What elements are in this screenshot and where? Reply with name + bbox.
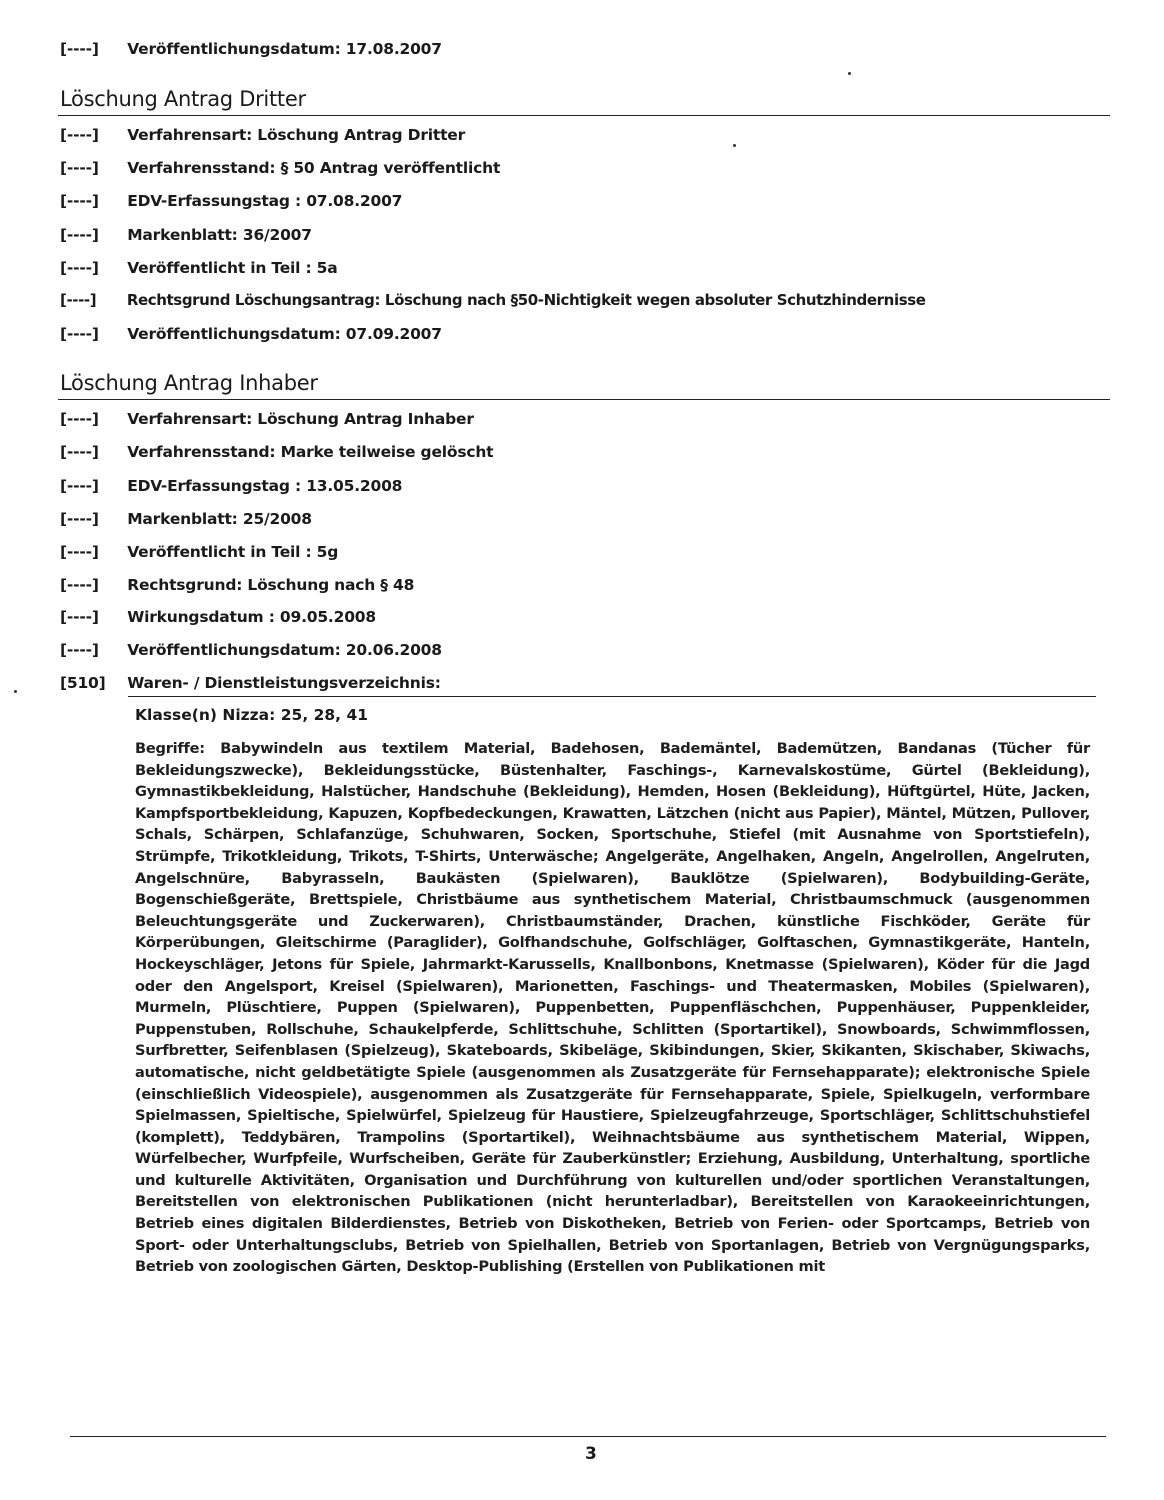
row-code: [----]: [60, 477, 99, 495]
detail-row: [60, 543, 338, 561]
nizza-classes: [135, 706, 368, 724]
detail-row: [60, 159, 500, 177]
detail-row: [60, 259, 338, 277]
detail-row: [60, 192, 402, 210]
detail-row: [60, 291, 926, 309]
top-publication-date-line: [60, 40, 442, 58]
detail-row: [60, 443, 493, 461]
row-label: Rechtsgrund Löschungsantrag:: [126, 291, 381, 309]
row-code: [----]: [60, 443, 99, 461]
row-code: [----]: [60, 410, 99, 428]
row-code: [----]: [60, 291, 97, 309]
row-value: 5a: [316, 259, 338, 277]
row-code: [510]: [60, 674, 106, 692]
row-label: Verfahrensstand:: [127, 159, 276, 177]
scan-speck: [733, 144, 736, 147]
terms-text: Babywindeln aus textilem Material, Badehosen, Bademäntel, Bademützen, Bandanas (Tücher für Bekleidungszwecke), Bekleidungsstücke, Büstenhalter, Faschings-, Karnevalskostüme, Gürtel (Bekleidung), Gymnastikbekleidung, Halstücher, Handschuhe (Bekleidung), Hemden, Hosen (Bekleidung), Hüftgürtel, Hüte, Jacken, Kampfsportbekleidung, Kapuzen, Kopfbedeckungen, Krawatten, Lätzchen (nicht aus Papier), Mäntel, Mützen, Pullover, Schals, Schärpen, Schlafanzüge, Schuhwaren, Socken, Sportschuhe, Stiefel (mit Ausnahme von Sportstiefeln), Strümpfe, Trikotkleidung, Trikots, T-Shirts, Unterwäsche; Angelgeräte, Angelhaken, Angeln, Angelrollen, Angelruten, Angelschnüre, Babyrasseln, Baukästen (Spielwaren), Bauklötze (Spielwaren), Bodybuilding-Geräte, Bogenschießgeräte, Brettspiele, Christbäume aus synthetischem Material, Christbaumschmuck (ausgenommen Beleuchtungsgeräte und Zuckerwaren), Christbaumständer, Drachen, künstliche Fischköder, Geräte für Körperübungen, Gleitschirme (Paraglider), Golfhandschuhe, Golfschläger, Golftaschen, Gymnastikgeräte, Hanteln, Hockeyschläger, Jetons für Spiele, Jahrmarkt-Karussells, Knallbonbons, Knetmasse (Spielwaren), Köder für die Jagd oder den Angelsport, Kreisel (Spielwaren), Marionetten, Faschings- und Theatermasken, Mobiles (Spielwaren), Murmeln, Plüschtiere, Puppen (Spielwaren), Puppenbetten, Puppenfläschchen, Puppenhäuser, Puppenkleider, Puppenstuben, Rollschuhe, Schaukelpferde, Schlittschuhe, Schlitten (Sportartikel), Snowboards, Schwimmflossen, Surfbretter, Seifenblasen (Spielzeug), Skateboards, Skibeläge, Skibindungen, Skier, Skikanten, Skischaber, Skiwachs, automatische, nicht geldbetätigte Spiele (ausgenommen als Zusatzgeräte für Fernsehapparate); elektronische Spiele (einschließlich Videospiele), ausgenommen als Zusatzgeräte für Fernsehapparate, Spiele, Spielkugeln, verformbare Spielmassen, Spieltische, Spielwürfel, Spielzeug für Haustiere, Spielzeugfahrzeuge, Sportschläger, Schlittschuhstiefel (komplett), Teddybären, Trampolins (Sportartikel), Weihnachtsbäume aus synthetischem Material, Wippen, Würfelbecher, Wurfpfeile, Wurfscheiben, Geräte für Zauberkünstler; Erziehung, Ausbildung, Unterhaltung, sportliche und kulturelle Aktivitäten, Organisation und Durchführung von kulturellen und/oder sportlichen Veranstaltungen, Bereitstellen von elektronischen Publikationen (nicht herunterladbar), Bereitstellen von Karaokeeinrichtungen, Betrieb eines digitalen Bilderdienstes, Betrieb von Diskotheken, Betrieb von Ferien- oder Sportcamps, Betrieb von Sport- oder Unterhaltungsclubs, Betrieb von Spielhallen, Betrieb von Sportanlagen, Betrieb von Vergnügungsparks, Betrieb von zoologischen Gärten, Desktop-Publishing (Erstellen von Publikationen mit: [135, 740, 1090, 1276]
detail-row: [60, 608, 376, 626]
row-label: Verfahrensart:: [127, 410, 253, 428]
row-label: EDV-Erfassungstag :: [127, 192, 301, 210]
row-code: [----]: [60, 159, 99, 177]
goods-terms-paragraph: [135, 738, 1090, 1278]
row-value: Löschung nach § 48: [247, 576, 415, 594]
row-code: [----]: [60, 543, 99, 561]
section-divider: [58, 115, 1110, 116]
row-code: [----]: [60, 325, 99, 343]
row-value: 25/2008: [242, 510, 312, 528]
row-label: Verfahrensart:: [127, 126, 253, 144]
section-divider: [58, 399, 1110, 400]
row-code: [----]: [60, 576, 99, 594]
row-value: Löschung Antrag Inhaber: [257, 410, 474, 428]
row-code: [----]: [60, 40, 99, 58]
row-code: [----]: [60, 608, 99, 626]
row-value: 20.06.2008: [345, 641, 442, 659]
row-label: Markenblatt:: [127, 226, 238, 244]
row-value: 36/2007: [242, 226, 312, 244]
row-code: [----]: [60, 641, 99, 659]
row-value: 09.05.2008: [279, 608, 376, 626]
row-label: Markenblatt:: [127, 510, 238, 528]
footer-divider: [70, 1436, 1106, 1437]
row-value: Marke teilweise gelöscht: [280, 443, 494, 461]
row-code: [----]: [60, 126, 99, 144]
row-label: Veröffentlichungsdatum:: [127, 641, 341, 659]
classes-label: Klasse(n) Nizza:: [135, 706, 276, 724]
classes-value: 25, 28, 41: [280, 706, 369, 724]
row-value: 5g: [316, 543, 339, 561]
detail-row: [60, 410, 474, 428]
scan-speck: [848, 72, 851, 75]
row-label: Waren- / Dienstleistungsverzeichnis:: [127, 674, 441, 692]
page-number: 3: [585, 1444, 597, 1464]
goods-divider: [128, 696, 1096, 697]
detail-row: [60, 226, 312, 244]
detail-row: [60, 576, 414, 594]
row-label: Veröffentlichungsdatum:: [127, 325, 341, 343]
section-title-loeschung-antrag-inhaber: Löschung Antrag Inhaber: [60, 371, 318, 395]
detail-row: [60, 477, 402, 495]
row-label: Verfahrensstand:: [127, 443, 276, 461]
row-label: Wirkungsdatum :: [127, 608, 275, 626]
section-title-loeschung-antrag-dritter: Löschung Antrag Dritter: [60, 87, 306, 111]
detail-row: [60, 641, 442, 659]
detail-row: [60, 510, 312, 528]
row-code: [----]: [60, 510, 99, 528]
scan-speck: [14, 690, 17, 693]
row-value: 07.08.2007: [306, 192, 403, 210]
row-code: [----]: [60, 226, 99, 244]
row-value: 07.09.2007: [345, 325, 442, 343]
row-label: Veröffentlichungsdatum:: [127, 40, 341, 58]
row-code: [----]: [60, 259, 99, 277]
terms-label: Begriffe:: [135, 740, 205, 757]
detail-row: [60, 674, 441, 692]
detail-row: [60, 126, 465, 144]
row-value: § 50 Antrag veröffentlicht: [280, 159, 501, 177]
row-value: 17.08.2007: [345, 40, 442, 58]
row-label: Veröffentlicht in Teil :: [127, 259, 312, 277]
detail-row: [60, 325, 442, 343]
row-value: Löschung nach §50-Nichtigkeit wegen absoluter Schutzhindernisse: [384, 291, 926, 309]
row-code: [----]: [60, 192, 99, 210]
row-label: EDV-Erfassungstag :: [127, 477, 301, 495]
row-label: Rechtsgrund:: [127, 576, 243, 594]
row-value: 13.05.2008: [306, 477, 403, 495]
row-label: Veröffentlicht in Teil :: [127, 543, 312, 561]
row-value: Löschung Antrag Dritter: [257, 126, 466, 144]
